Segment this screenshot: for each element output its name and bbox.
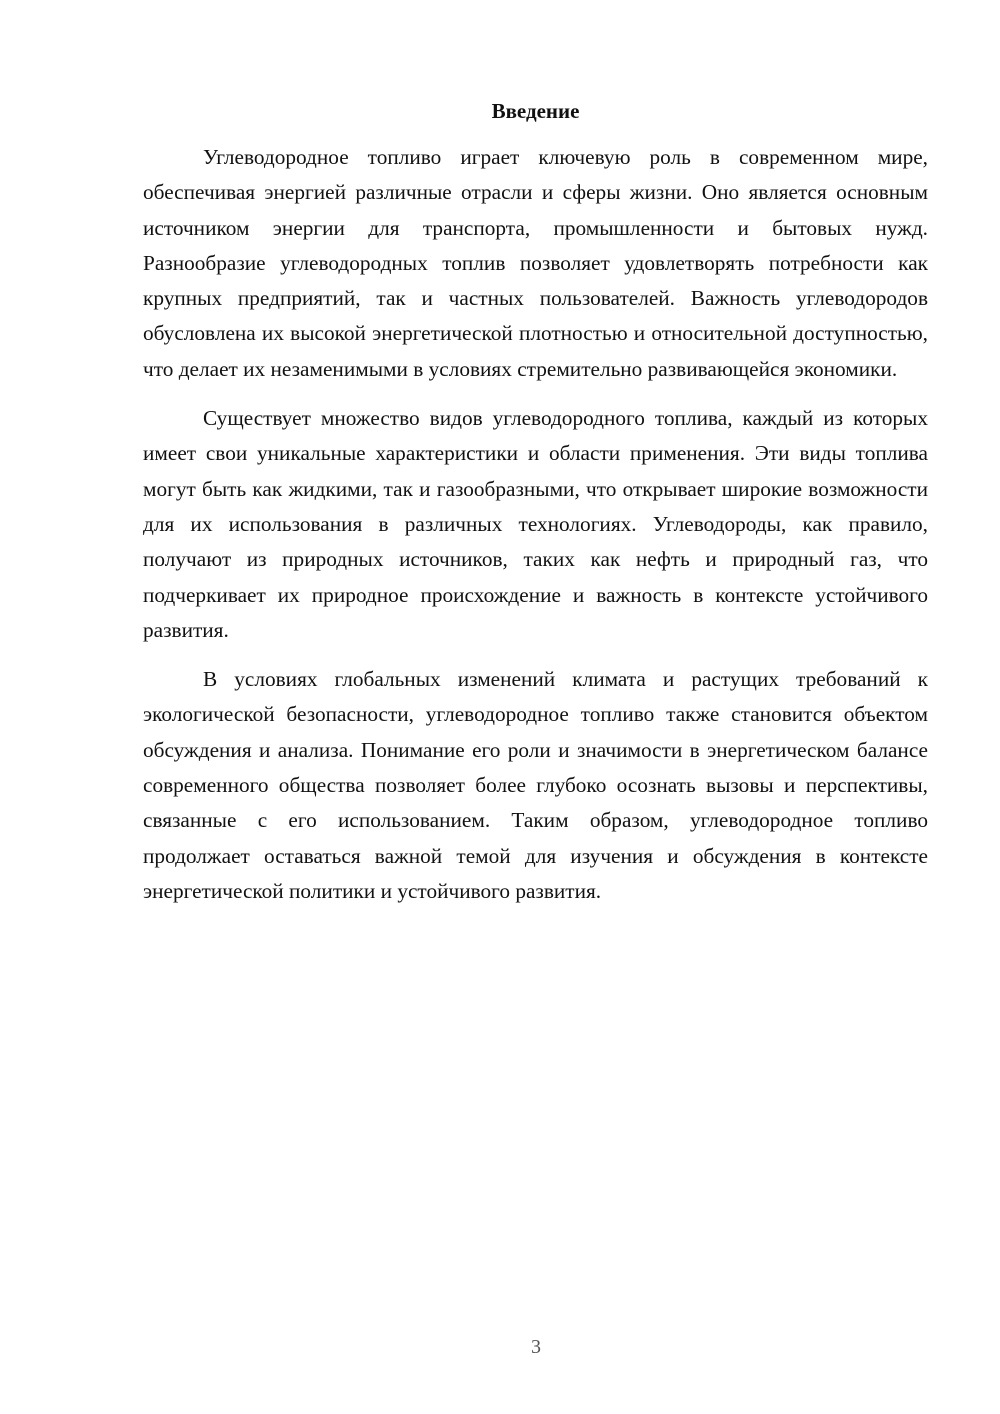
paragraph-1: Углеводородное топливо играет ключевую роль в современном мире, обеспечивая энергией различные отрасли и сферы жизни. Оно является основным источником энергии для транспорта, промышленности и бытовых нужд. Разнообразие углеводородных топлив позволяет удовлетворять потребности как крупных предприятий, так и частных пользователей. Важность углеводородов обусловлена их высокой энергетической плотностью и относительной доступностью, что делает их незаменимыми в условиях стремительно развивающейся экономики. <box>143 145 928 381</box>
paragraph-2: Существует множество видов углеводородного топлива, каждый из которых имеет свои уникальные характеристики и области применения. Эти виды топлива могут быть как жидкими, так и газообразными, что открывает широкие возможности для их использования в различных технологиях. Углеводороды, как правило, получают из природных источников, таких как нефть и природный газ, что подчеркивает их природное происхождение и важность в контексте устойчивого развития. <box>143 406 928 642</box>
page-number: 3 <box>531 1336 541 1358</box>
page-content <box>143 96 928 909</box>
section-title: Введение <box>491 99 580 123</box>
paragraph-3: В условиях глобальных изменений климата и растущих требований к экологической безопасности, углеводородное топливо также становится объектом обсуждения и анализа. Понимание его роли и значимости в энергетическом балансе современного общества позволяет более глубоко осознать вызовы и перспективы, связанные с его использованием. Таким образом, углеводородное топливо продолжает оставаться важной темой для изучения и обсуждения в контексте энергетической политики и устойчивого развития. <box>143 667 928 903</box>
